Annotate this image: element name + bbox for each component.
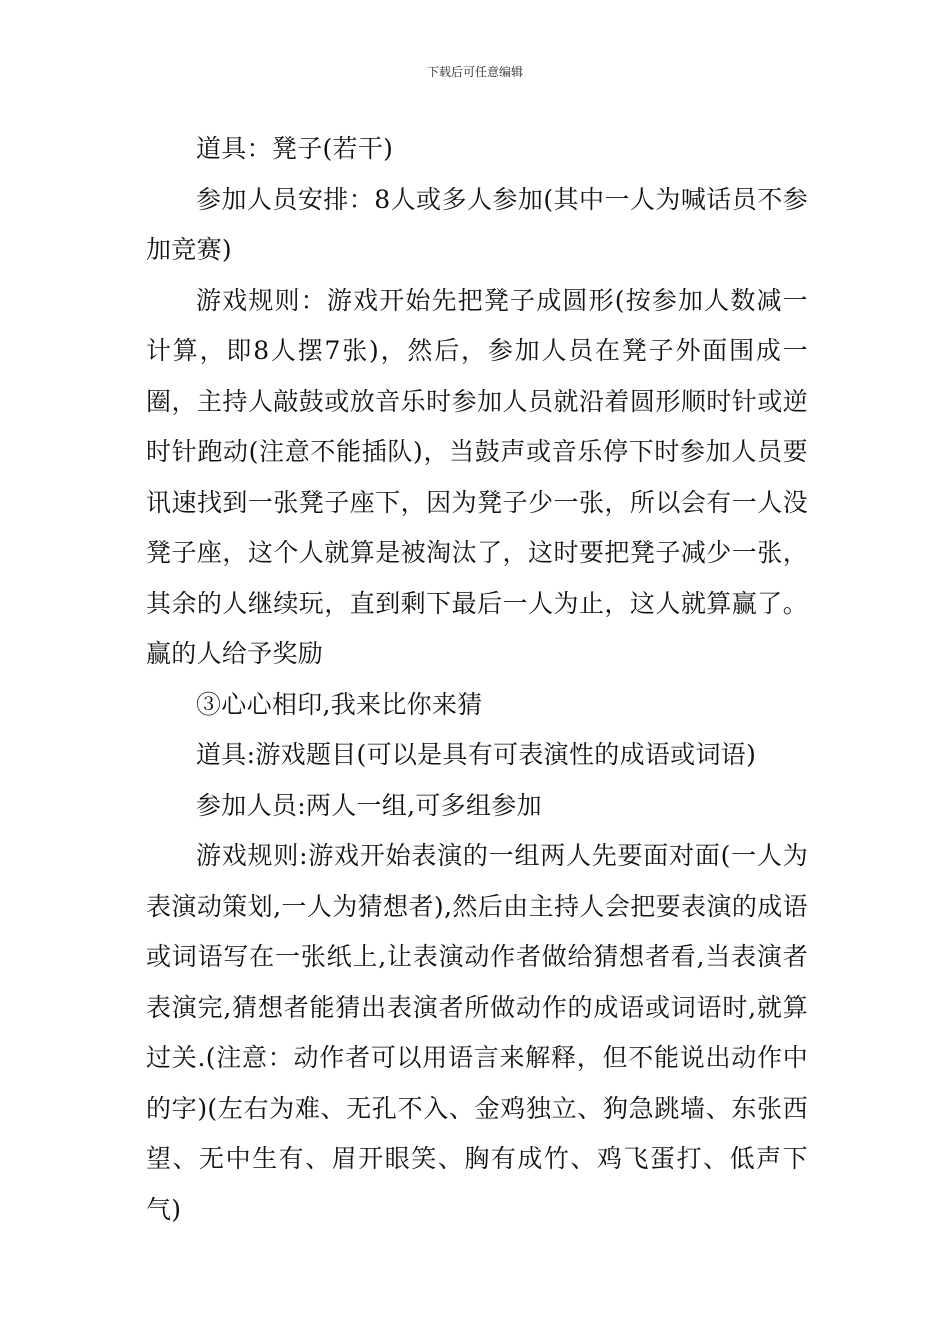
section-heading: ③心心相印,我来比你来猜: [196, 689, 483, 719]
page-header: 下载后可任意编辑: [426, 65, 523, 79]
participants-paragraph: 参加人员安排：8人或多人参加(其中一人为喊话员不参加竞赛): [146, 184, 808, 264]
rules-paragraph: 游戏规则：游戏开始先把凳子成圆形(按参加人数减一计算，即8人摆7张)，然后，参加人员在凳子外面围成一圈，主持人敲鼓或放音乐时参加人员就沿着圆形顺时针或逆时针跑动(注意不能插队)，当鼓声或音乐停下时参加人员要讯速找到一张凳子座下，因为凳子少一张，所以会有一人没凳子座，这个人就算是被淘汰了，这时要把凳子减少一张，其余的人继续玩，直到剩下最后一人为止，这人就算赢了。赢的人给予奖励: [146, 285, 808, 668]
document-body: [146, 124, 808, 1235]
rules-paragraph-2: 游戏规则:游戏开始表演的一组两人先要面对面(一人为表演动策划,一人为猜想者),然后由主持人会把要表演的成语或词语写在一张纸上,让表演动作者做给猜想者看,当表演者表演完,猜想者能猜出表演者所做动作的成语或词语时,就算过关.(注意：动作者可以用语言来解释，但不能说出动作中的字)(左右为难、无孔不入、金鸡独立、狗急跳墙、东张西望、无中生有、眉开眼笑、胸有成竹、鸡飞蛋打、低声下气): [146, 841, 808, 1224]
props-paragraph: 道具：凳子(若干): [196, 134, 394, 163]
participants-paragraph-2: 参加人员:两人一组,可多组参加: [196, 790, 542, 820]
props-paragraph-2: 道具:游戏题目(可以是具有可表演性的成语或词语): [196, 740, 757, 769]
